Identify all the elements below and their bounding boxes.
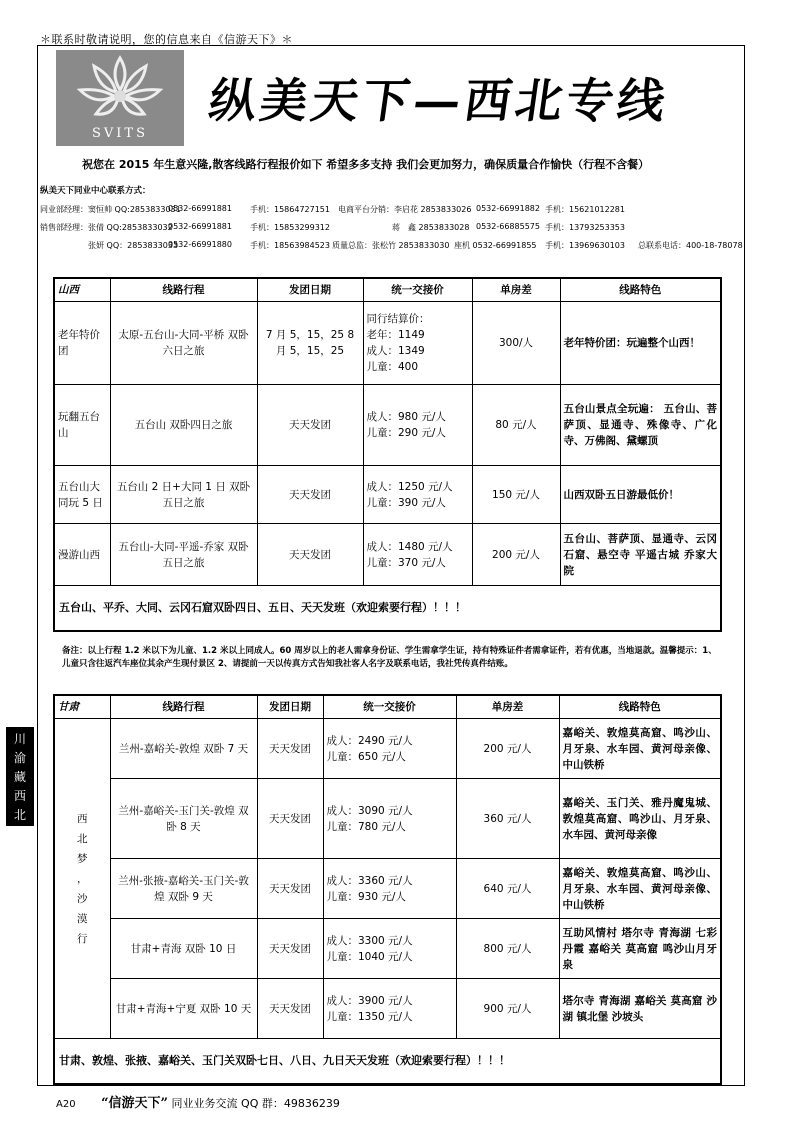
tagline: 祝您在 2015 年生意兴隆,散客线路行程报价如下 希望多多支持 我们会更加努力，确保质量合作愉快（行程不含餐）: [82, 158, 650, 171]
price-line: 儿童：290 元/人: [366, 427, 446, 439]
route-feature: 嘉峪关、敦煌莫高窟、鸣沙山、月牙泉、水车园、黄河母亲像、中山铁桥: [559, 859, 721, 919]
route-feature: 五台山景点全玩遍： 五台山、菩萨顶、显通寺、殊像寺、广化寺、万佛阁、黛螺顶: [560, 385, 721, 466]
route-feature: 山西双卧五日游最低价！: [560, 466, 721, 524]
col-header: 统一交接价: [363, 278, 472, 302]
route-itinerary: 甘肃+青海 双卧 10 日: [110, 919, 257, 979]
single-supplement: 150 元/人: [472, 466, 560, 524]
route-itinerary: 太原-五台山-大同-平桥 双卧六日之旅: [110, 302, 257, 385]
side-tab-char: 川: [13, 732, 26, 746]
price-cell: [323, 919, 456, 979]
contact-cell: 0532-66991881: [168, 204, 232, 213]
page-number: A20: [56, 1099, 76, 1110]
top-note: ＊联系时敬请说明，您的信息来自《信游天下》＊: [40, 33, 293, 46]
price-cell: [323, 859, 456, 919]
route-feature: 互助风情村 塔尔寺 青海湖 七彩丹霞 嘉峪关 莫高窟 鸣沙山月牙泉: [559, 919, 721, 979]
route-itinerary: 五台山 2 日+大同 1 日 双卧五日之旅: [110, 466, 257, 524]
group-name-char: 北: [77, 832, 88, 845]
table-row: [54, 779, 721, 859]
banner-row: [54, 586, 721, 632]
single-supplement: 800 元/人: [456, 919, 559, 979]
price-line: 儿童：650 元/人: [326, 750, 406, 763]
price-line: 儿童：780 元/人: [326, 820, 406, 833]
promo-banner: 五台山、平乔、大同、云冈石窟双卧四日、五日、天天发班（欢迎索要行程）！！！: [54, 586, 721, 632]
contact-cell: 总联系电话：400-18-78078: [638, 241, 743, 250]
col-header: 发团日期: [257, 278, 363, 302]
price-line: 成人：3090 元/人: [326, 804, 413, 817]
contact-cell: 同业部经理：窦恒帅 QQ:2853833031: [40, 205, 181, 214]
price-line: 成人：2490 元/人: [326, 734, 413, 747]
contact-cell: 0532-66991882: [476, 204, 540, 213]
group-name-char: ，: [77, 872, 88, 885]
footer-brand: “信游天下”: [101, 1096, 169, 1111]
route-feature: 五台山、菩萨顶、显通寺、云冈石窟、悬空寺 平遥古城 乔家大院: [560, 524, 721, 586]
price-line: 同行结算价：: [366, 313, 430, 325]
logo-text: SVITS: [91, 126, 148, 141]
price-line: 成人：3900 元/人: [326, 994, 413, 1007]
departure-dates: 天天发团: [257, 979, 323, 1039]
contact-cell: 手机：13793253353: [545, 223, 625, 232]
group-name: [54, 719, 110, 1039]
single-supplement: 300/人: [472, 302, 560, 385]
route-feature: 老年特价团：玩遍整个山西！: [560, 302, 721, 385]
single-supplement: 640 元/人: [456, 859, 559, 919]
price-cell: [323, 779, 456, 859]
group-name-char: 沙: [77, 892, 88, 905]
contacts-title: 纵美天下同业中心联系方式：: [40, 186, 151, 196]
contact-cell: 电商平台分销：李启花 2853833026: [338, 205, 472, 214]
price-line: 儿童：390 元/人: [366, 496, 446, 509]
notes: 备注：以上行程 1.2 米以下为儿童、1.2 米以上同成人。60 周岁以上的老人需拿身份证、学生需拿学生证，持有特殊证件者需拿证件，若有优惠，当地退款。温馨提示：1、儿童只含往返汽车座位其余产生现付景区 2、请提前一天以传真方式告知我社客人名字及联系电话，我社凭传真件结账。: [62, 646, 717, 669]
route-itinerary: 兰州-嘉峪关-玉门关-敦煌 双卧 8 天: [110, 779, 257, 859]
side-tab-char: 西: [13, 789, 26, 803]
route-name: 玩翻五台山: [54, 385, 110, 466]
col-header: 单房差: [456, 695, 559, 719]
price-line: 老年：1149: [366, 329, 425, 341]
price-line: 成人：1349: [366, 345, 425, 357]
col-header: 线路行程: [110, 278, 257, 302]
contact-cell: 0532-66885575: [476, 222, 540, 231]
gansu-route-table: [53, 694, 722, 1085]
promo-banner: 甘肃、敦煌、张掖、嘉峪关、玉门关双卧七日、八日、九日天天发班（欢迎索要行程）！！！: [54, 1039, 721, 1085]
single-supplement: 200 元/人: [472, 524, 560, 586]
footer: [56, 1092, 340, 1111]
price-line: 成人：3360 元/人: [326, 874, 413, 887]
price-line: 成人：1480 元/人: [366, 540, 453, 553]
table-row: [54, 719, 721, 779]
side-tab-char: 渝: [13, 751, 26, 765]
col-header: 线路行程: [110, 695, 257, 719]
table-row: [54, 385, 721, 466]
group-name-char: 漠: [77, 912, 88, 925]
group-name-char: 西: [77, 812, 88, 825]
single-supplement: 360 元/人: [456, 779, 559, 859]
col-header: 线路特色: [559, 695, 721, 719]
departure-dates: 天天发团: [257, 524, 363, 586]
region-side-tab: [6, 727, 34, 826]
price-cell: [363, 524, 472, 586]
page-title: 纵美天下—西北专线: [205, 74, 673, 129]
route-itinerary: 兰州-嘉峪关-敦煌 双卧 7 天: [110, 719, 257, 779]
price-line: 儿童：1040 元/人: [326, 950, 413, 963]
col-header: 单房差: [472, 278, 560, 302]
col-header: 统一交接价: [323, 695, 456, 719]
table-row: [54, 859, 721, 919]
col-header: 线路特色: [560, 278, 721, 302]
side-tab-char: 藏: [13, 770, 26, 784]
contact-cell: 张妍 QQ：2853833033: [88, 241, 179, 250]
table-row: [54, 524, 721, 586]
departure-dates: 天天发团: [257, 779, 323, 859]
departure-dates: 天天发团: [257, 919, 323, 979]
price-cell: [363, 466, 472, 524]
route-name: 漫游山西: [54, 524, 110, 586]
contact-cell: 销售部经理：张倩 QQ:2853833032: [40, 223, 173, 232]
departure-dates: 7 月 5，15，25 8 月 5，15，25: [257, 302, 363, 385]
contact-cell: 手机：18563984523: [250, 241, 330, 250]
price-cell: [363, 385, 472, 466]
departure-dates: 天天发团: [257, 719, 323, 779]
price-line: 儿童：930 元/人: [326, 890, 406, 903]
contact-cell: 手机：15864727151: [250, 205, 330, 214]
route-feature: 塔尔寺 青海湖 嘉峪关 莫高窟 沙湖 镇北堡 沙坡头: [559, 979, 721, 1039]
route-name: 老年特价团: [54, 302, 110, 385]
contact-cell: 质量总监：张松竹 2853833030: [332, 241, 450, 250]
route-itinerary: 甘肃+青海+宁夏 双卧 10 天: [110, 979, 257, 1039]
price-line: 儿童：400: [366, 361, 419, 373]
contact-cell: 手机：13969630103: [545, 241, 625, 250]
table-row: [54, 466, 721, 524]
banner-row: [54, 1039, 721, 1085]
single-supplement: 80 元/人: [472, 385, 560, 466]
contact-cell: 手机：15621012281: [545, 205, 625, 214]
table-header-row: [54, 278, 721, 302]
group-name-char: 行: [77, 932, 88, 945]
price-line: 儿童：370 元/人: [366, 556, 446, 569]
route-itinerary: 兰州-张掖-嘉峪关-玉门关-敦煌 双卧 9 天: [110, 859, 257, 919]
route-itinerary: 五台山 双卧四日之旅: [110, 385, 257, 466]
table-row: [54, 979, 721, 1039]
departure-dates: 天天发团: [257, 385, 363, 466]
price-line: 儿童：1350 元/人: [326, 1010, 413, 1023]
single-supplement: 900 元/人: [456, 979, 559, 1039]
footer-text: 同业业务交流 QQ 群：49836239: [171, 1097, 340, 1110]
region-label: 甘肃: [54, 695, 110, 719]
table-row: [54, 919, 721, 979]
departure-dates: 天天发团: [257, 466, 363, 524]
route-feature: 嘉峪关、敦煌莫高窟、鸣沙山、月牙泉、水车园、黄河母亲像、中山铁桥: [559, 719, 721, 779]
price-cell: [323, 719, 456, 779]
contact-cell: 0532-66991881: [168, 222, 232, 231]
col-header: 发团日期: [257, 695, 323, 719]
contact-cell: 手机：15853299312: [250, 223, 330, 232]
table-row: [54, 302, 721, 385]
company-logo: [56, 50, 184, 146]
route-itinerary: 五台山-大同-平遥-乔家 双卧五日之旅: [110, 524, 257, 586]
contact-cell: 蒋 鑫 2853833028: [392, 223, 470, 232]
single-supplement: 200 元/人: [456, 719, 559, 779]
table-header-row: [54, 695, 721, 719]
price-line: 成人：980 元/人: [366, 411, 446, 423]
side-tab-char: 北: [13, 808, 26, 822]
price-line: 成人：3300 元/人: [326, 934, 413, 947]
contact-cell: 座机 0532-66991855: [454, 241, 537, 250]
contact-cell: 0532-66991880: [168, 240, 232, 249]
group-name-char: 梦: [77, 852, 88, 865]
departure-dates: 天天发团: [257, 859, 323, 919]
price-cell: [323, 979, 456, 1039]
price-line: 成人：1250 元/人: [366, 480, 453, 493]
region-label: 山西: [54, 278, 110, 302]
route-name: 五台山大同玩 5 日: [54, 466, 110, 524]
route-feature: 嘉峪关、玉门关、雅丹魔鬼城、敦煌莫高窟、鸣沙山、月牙泉、水车园、黄河母亲像: [559, 779, 721, 859]
price-cell: [363, 302, 472, 385]
shanxi-route-table: [53, 277, 722, 632]
